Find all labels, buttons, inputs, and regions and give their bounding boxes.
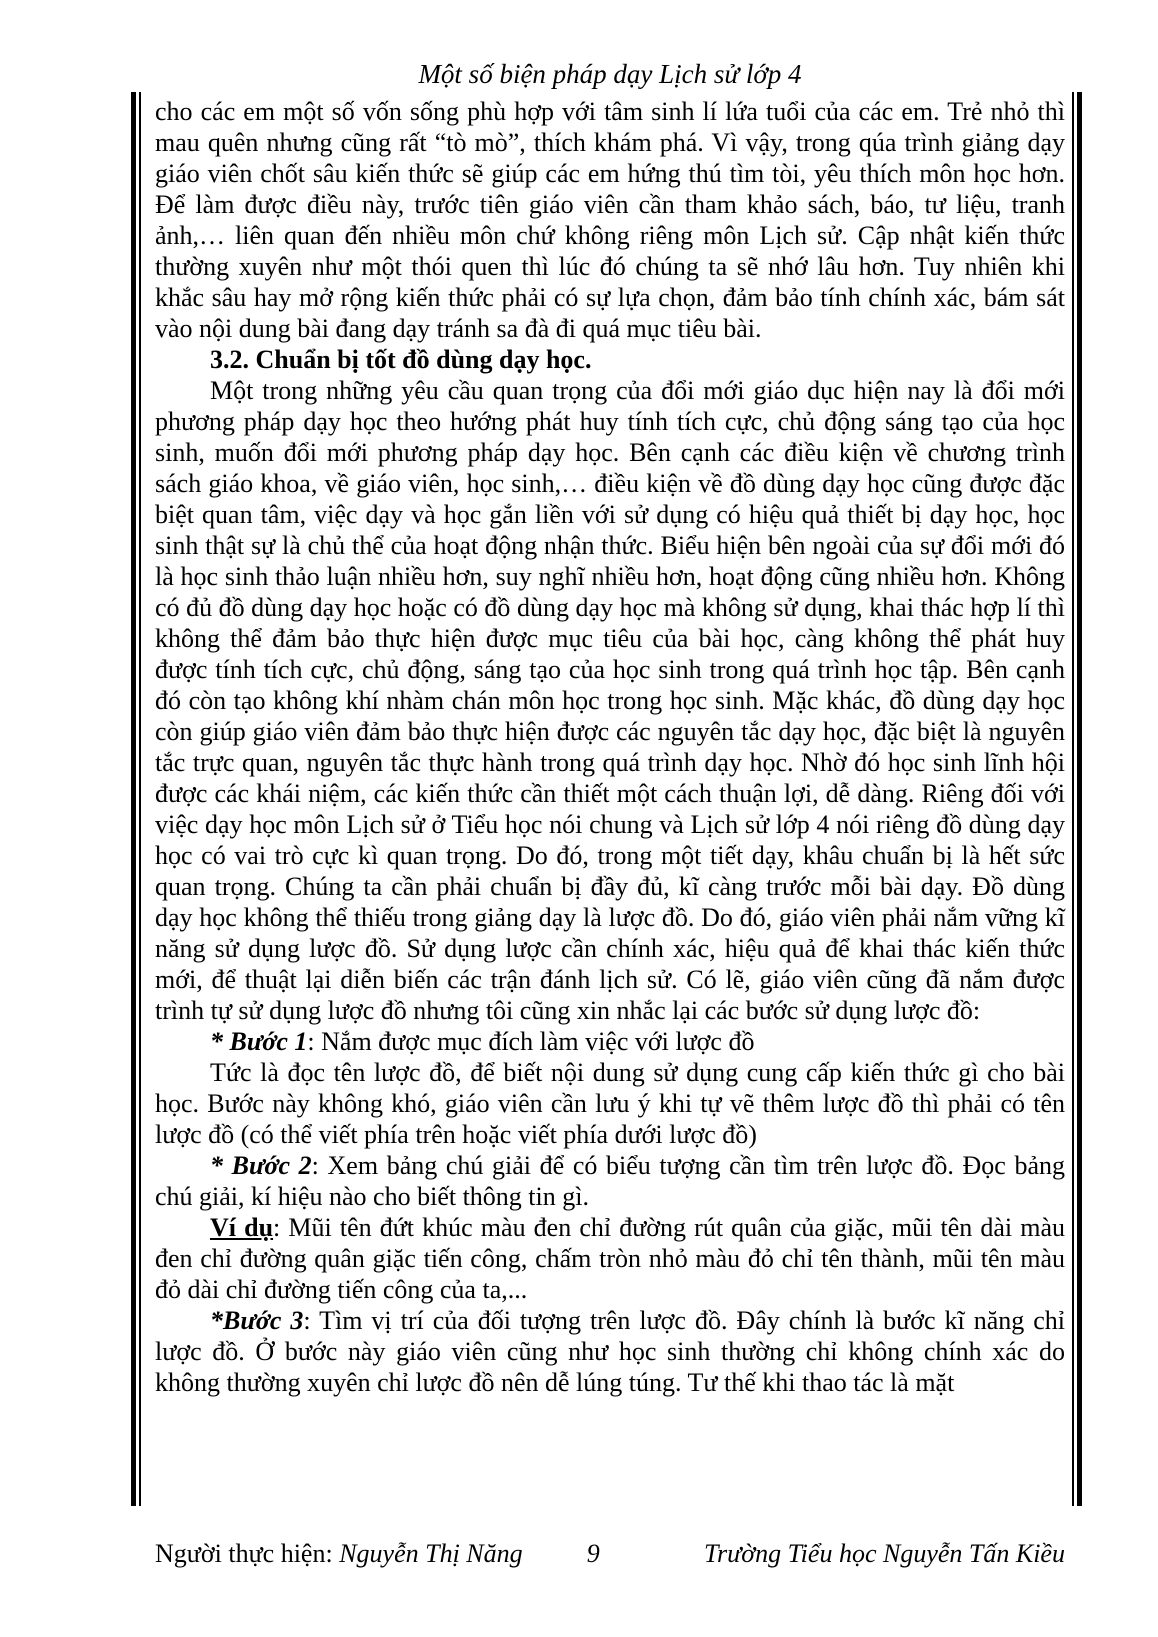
running-title: Một số biện pháp dạy Lịch sử lớp 4 bbox=[418, 59, 802, 89]
paragraph-example bbox=[155, 1212, 1065, 1305]
example-text: : Mũi tên đứt khúc màu đen chỉ đường rút quân của giặc, mũi tên dài màu đen chỉ đường quân giặc tiến công, chấm tròn nhỏ màu đỏ chỉ tên thành, mũi tên màu đỏ dài chỉ đường tiến công của ta,... bbox=[155, 1213, 1066, 1304]
footer-author-label: Người thực hiện: bbox=[155, 1539, 340, 1568]
document-body bbox=[155, 96, 1065, 1398]
page-number: 9 bbox=[586, 1539, 600, 1568]
paragraph-step-2 bbox=[155, 1150, 1065, 1212]
paragraph-step-1-detail: Tức là đọc tên lược đồ, để biết nội dung sử dụng cung cấp kiến thức gì cho bài học. Bước này không khó, giáo viên cần lưu ý khi tự vẽ thêm lược đồ thì phải có tên lược đồ (có thể viết phía trên hoặc viết phía dưới lược đồ) bbox=[155, 1058, 1065, 1149]
paragraph-intro: cho các em một số vốn sống phù hợp với tâm sinh lí lứa tuổi của các em. Trẻ nhỏ thì mau quên nhưng cũng rất “tò mò”, thích khám phá. Vì vậy, trong qúa trình giảng dạy giáo viên chốt sâu kiến thức sẽ giúp các em hứng thú tìm tòi, yêu thích môn học hơn. Để làm được điều này, trước tiên giáo viên cần tham khảo sách, báo, tư liệu, tranh ảnh,… liên quan đến nhiều môn chứ không riêng môn Lịch sử. Cập nhật kiến thức thường xuyên như một thói quen thì lúc đó chúng ta sẽ nhớ lâu hơn. Tuy nhiên khi khắc sâu hay mở rộng kiến thức phải có sự lựa chọn, đảm bảo tính chính xác, bám sát vào nội dung bài đang dạy tránh sa đà đi quá mục tiêu bài. bbox=[155, 97, 1065, 343]
page-footer bbox=[155, 1538, 1065, 1569]
step-2-text: : Xem bảng chú giải để có biểu tượng cần tìm trên lược đồ. Đọc bảng chú giải, kí hiệu nào cho biết thông tin gì. bbox=[155, 1151, 1065, 1211]
footer-school-name: Trường Tiểu học Nguyễn Tấn Kiều bbox=[703, 1539, 1065, 1568]
left-border-rule bbox=[131, 92, 141, 1506]
section-heading-3-2: 3.2. Chuẩn bị tốt đồ dùng dạy học. bbox=[210, 345, 592, 374]
step-3-label: *Bước 3 bbox=[210, 1306, 304, 1335]
example-label: Ví dụ bbox=[210, 1213, 274, 1242]
right-border-rule bbox=[1072, 92, 1082, 1506]
step-1-label: * Bước 1 bbox=[210, 1027, 308, 1056]
footer-author-name: Nguyễn Thị Năng bbox=[339, 1539, 523, 1568]
step-2-label: * Bước 2 bbox=[210, 1151, 312, 1180]
step-3-text: : Tìm vị trí của đối tượng trên lược đồ. Đây chính là bước kĩ năng chỉ lược đồ. Ở bước này giáo viên cũng như học sinh thường chỉ không chính xác do không thường xuyên chỉ lược đồ nên dễ lúng túng. Tư thế khi thao tác là mặt bbox=[155, 1306, 1065, 1397]
paragraph-step-1 bbox=[155, 1026, 1065, 1057]
paragraph-step-3 bbox=[155, 1305, 1065, 1398]
footer-author bbox=[155, 1538, 523, 1569]
step-1-text: : Nắm được mục đích làm việc với lược đồ bbox=[307, 1027, 755, 1056]
paragraph-teaching-aids: Một trong những yêu cầu quan trọng của đổi mới giáo dục hiện nay là đổi mới phương pháp dạy học theo hướng phát huy tính tích cực, chủ động sáng tạo của học sinh, muốn đổi mới phương pháp dạy học. Bên cạnh các điều kiện về chương trình sách giáo khoa, về giáo viên, học sinh,… điều kiện về đồ dùng dạy học cũng được đặc biệt quan tâm, việc dạy và học gắn liền với sử dụng có hiệu quả thiết bị dạy học, học sinh thật sự là chủ thể của hoạt động nhận thức. Biểu hiện bên ngoài của sự đổi mới đó là học sinh thảo luận nhiều hơn, suy nghĩ nhiều hơn, hoạt động cũng nhiều hơn. Không có đủ đồ dùng dạy học hoặc có đồ dùng dạy học mà không sử dụng, khai thác hợp lí thì không thể đảm bảo thực hiện được mục tiêu của bài học, càng không thể phát huy được tính tích cực, chủ động, sáng tạo của học sinh trong quá trình học tập. Bên cạnh đó còn tạo không khí nhàm chán môn học trong học sinh. Mặc khác, đồ dùng dạy học còn giúp giáo viên đảm bảo thực hiện được các nguyên tắc dạy học, đặc biệt là nguyên tắc trực quan, nguyên tắc thực hành trong quá trình dạy học. Nhờ đó học sinh lĩnh hội được các khái niệm, các kiến thức cần thiết một cách thuận lợi, dễ dàng. Riêng đối với việc dạy học môn Lịch sử ở Tiểu học nói chung và Lịch sử lớp 4 nói riêng đồ dùng dạy học có vai trò cực kì quan trọng. Do đó, trong một tiết dạy, khâu chuẩn bị là hết sức quan trọng. Chúng ta cần phải chuẩn bị đầy đủ, kĩ càng trước mỗi bài dạy. Đồ dùng dạy học không thể thiếu trong giảng dạy là lược đồ. Do đó, giáo viên phải nắm vững kĩ năng sử dụng lược đồ. Sử dụng lược cần chính xác, hiệu quả để khai thác kiến thức mới, để thuật lại diễn biến các trận đánh lịch sử. Có lẽ, giáo viên cũng đã nắm được trình tự sử dụng lược đồ nhưng tôi cũng xin nhắc lại các bước sử dụng lược đồ: bbox=[155, 376, 1065, 1025]
